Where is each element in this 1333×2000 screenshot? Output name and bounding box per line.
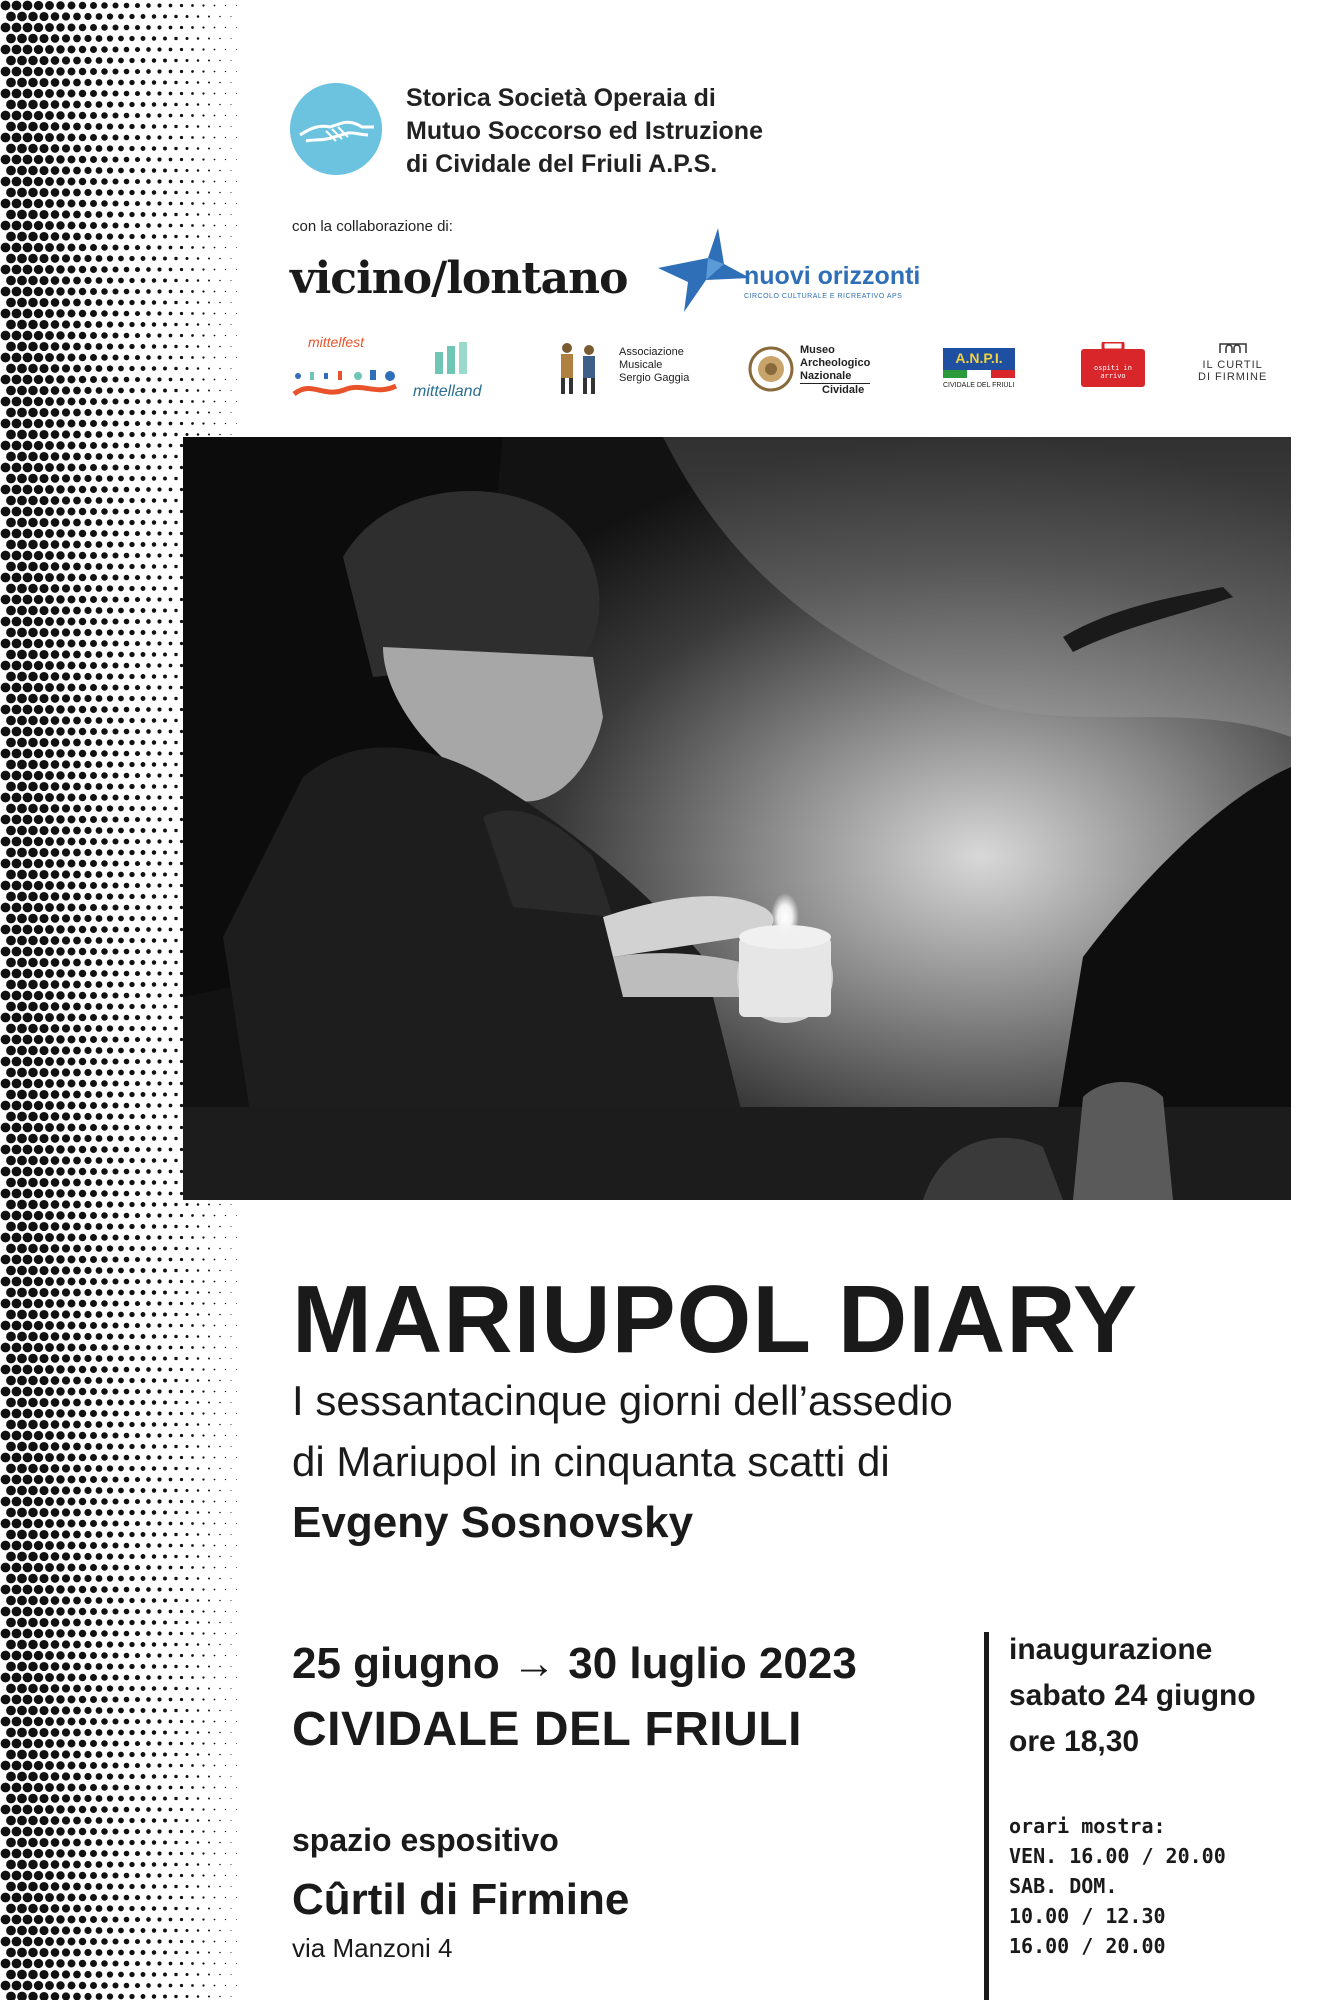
musicians-figure-icon <box>553 340 605 396</box>
hours-line: 10.00 / 12.30 <box>1009 1904 1166 1928</box>
mittelfest-logo <box>292 334 402 405</box>
opening-hours <box>1009 1811 1226 1961</box>
curtil-line: DI FIRMINE <box>1198 371 1268 383</box>
associazione-line: Associazione <box>619 346 684 358</box>
museo-line: Cividale <box>800 383 870 397</box>
inauguration-info <box>1009 1627 1256 1765</box>
venue-label: spazio espositivo <box>292 1822 559 1858</box>
org-name-line: Mutuo Soccorso ed Istruzione <box>406 117 763 145</box>
org-name-line: Storica Società Operaia di <box>406 84 716 112</box>
associazione-text <box>619 346 689 385</box>
handshake-logo-icon <box>290 83 382 175</box>
anpi-city: CIVIDALE DEL FRIULI <box>943 382 1015 389</box>
curtil-logo <box>1198 340 1267 383</box>
anpi-logo <box>943 348 1015 389</box>
museo-text <box>800 344 870 397</box>
curtil-line: IL CURTIL <box>1202 359 1263 371</box>
anpi-name: A.N.P.I. <box>955 350 1003 366</box>
curtil-text <box>1198 359 1267 383</box>
associazione-line: Sergio Gaggia <box>619 372 690 384</box>
author-name: Evgeny Sosnovsky <box>292 1498 694 1547</box>
ospiti-label: ospiti in arrivo <box>1094 364 1132 380</box>
hours-line: SAB. DOM. <box>1009 1874 1118 1898</box>
mittelland-logo <box>413 342 481 401</box>
collaboration-label: con la collaborazione di: <box>292 218 453 235</box>
vicino-lontano-logo: vicino/lontano <box>290 253 628 304</box>
inauguration-line: sabato 24 giugno <box>1009 1679 1256 1712</box>
exhibition-title: MARIUPOL DIARY <box>292 1266 1139 1373</box>
subtitle-line: di Mariupol in cinquanta scatti di <box>292 1438 890 1485</box>
exhibition-city: CIVIDALE DEL FRIULI <box>292 1703 802 1756</box>
hours-line: orari mostra: <box>1009 1814 1166 1838</box>
origami-bird-icon <box>658 228 750 317</box>
mittelland-label: mittelland <box>413 383 482 400</box>
mittelfest-shapes-icon <box>292 350 402 400</box>
mariupol-photograph <box>183 437 1291 1200</box>
venue-name: Cûrtil di Firmine <box>292 1875 630 1924</box>
inauguration-line: ore 18,30 <box>1009 1725 1140 1758</box>
nuovi-orizzonti-title: nuovi orizzonti <box>744 262 921 290</box>
museo-medallion-icon <box>748 346 794 392</box>
ospiti-in-arrivo-logo <box>1081 342 1145 393</box>
museo-line: Archeologico <box>800 357 871 369</box>
org-name-line: di Cividale del Friuli A.P.S. <box>406 150 718 178</box>
organization-name <box>406 82 926 181</box>
anpi-badge <box>943 348 1015 378</box>
venue-address: via Manzoni 4 <box>292 1933 453 1963</box>
arch-building-icon <box>1218 340 1248 354</box>
museo-line: Nazionale <box>800 370 852 382</box>
nuovi-orizzonti-subtitle: CIRCOLO CULTURALE E RICREATIVO APS <box>744 293 903 300</box>
exhibition-dates: 25 giugno → 30 luglio 2023 <box>292 1639 857 1688</box>
subtitle-line: I sessantacinque giorni dell’assedio <box>292 1377 953 1424</box>
museo-line: Museo <box>800 344 835 356</box>
hours-line: 16.00 / 20.00 <box>1009 1934 1166 1958</box>
hours-line: VEN. 16.00 / 20.00 <box>1009 1844 1226 1868</box>
inauguration-line: inaugurazione <box>1009 1633 1213 1666</box>
exhibition-subtitle <box>292 1370 953 1553</box>
divider-line <box>984 1632 989 2000</box>
mittelfest-label: mittelfest <box>308 334 365 350</box>
associazione-line: Musicale <box>619 359 663 371</box>
mittelland-bars-icon <box>413 342 469 376</box>
